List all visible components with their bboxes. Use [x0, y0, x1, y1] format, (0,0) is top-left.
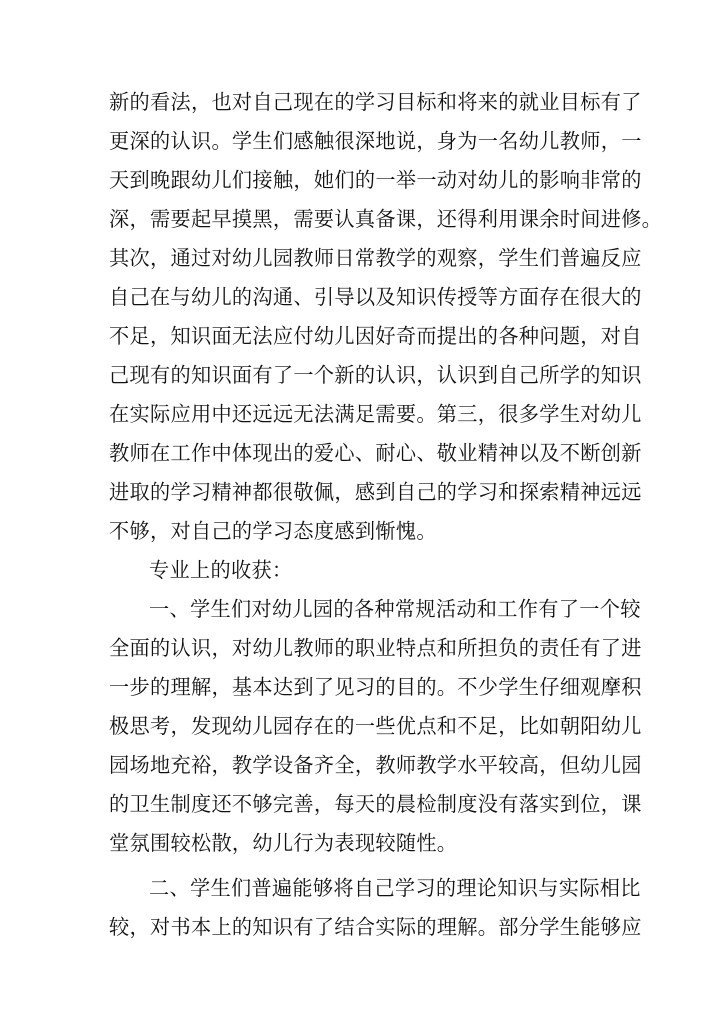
text-line: 的卫生制度还不够完善，每天的晨检制度没有落实到位，课: [109, 792, 642, 816]
text-line: 不足，知识面无法应付幼儿因好奇而提出的各种问题，对自: [109, 324, 642, 348]
text-line: 天到晚跟幼儿们接触，她们的一举一动对幼儿的影响非常的: [109, 168, 642, 192]
text-line: 极思考，发现幼儿园存在的一些优点和不足，比如朝阳幼儿: [109, 714, 642, 738]
text-line: 深，需要起早摸黑，需要认真备课，还得利用课余时间进修。: [109, 207, 663, 231]
text-line: 堂氛围较松散，幼儿行为表现较随性。: [109, 831, 458, 855]
text-line: 进取的学习精神都很敬佩，感到自己的学习和探索精神远远: [109, 480, 642, 504]
text-line: 其次，通过对幼儿园教师日常教学的观察，学生们普遍反应: [109, 246, 642, 270]
text-line: 全面的认识，对幼儿教师的职业特点和所担负的责任有了进: [109, 636, 642, 660]
section-heading: 专业上的收获：: [149, 558, 293, 582]
text-line: 一、学生们对幼儿园的各种常规活动和工作有了一个较: [149, 597, 641, 621]
text-line: 自己在与幼儿的沟通、引导以及知识传授等方面存在很大的: [109, 285, 642, 309]
text-line: 一步的理解，基本达到了见习的目的。不少学生仔细观摩积: [109, 675, 642, 699]
text-line: 在实际应用中还远远无法满足需要。第三，很多学生对幼儿: [109, 402, 642, 426]
text-line: 教师在工作中体现出的爱心、耐心、敬业精神以及不断创新: [109, 441, 642, 465]
text-line: 较，对书本上的知识有了结合实际的理解。部分学生能够应: [109, 915, 642, 939]
text-line: 园场地充裕，教学设备齐全，教师教学水平较高，但幼儿园: [109, 753, 642, 777]
text-line: 更深的认识。学生们感触很深地说，身为一名幼儿教师，一: [109, 129, 642, 153]
text-line: 己现有的知识面有了一个新的认识，认识到自己所学的知识: [109, 363, 642, 387]
text-line: 新的看法，也对自己现在的学习目标和将来的就业目标有了: [109, 90, 642, 114]
text-line: 不够，对自己的学习态度感到惭愧。: [109, 519, 437, 543]
text-line: 二、学生们普遍能够将自己学习的理论知识与实际相比: [149, 876, 641, 900]
